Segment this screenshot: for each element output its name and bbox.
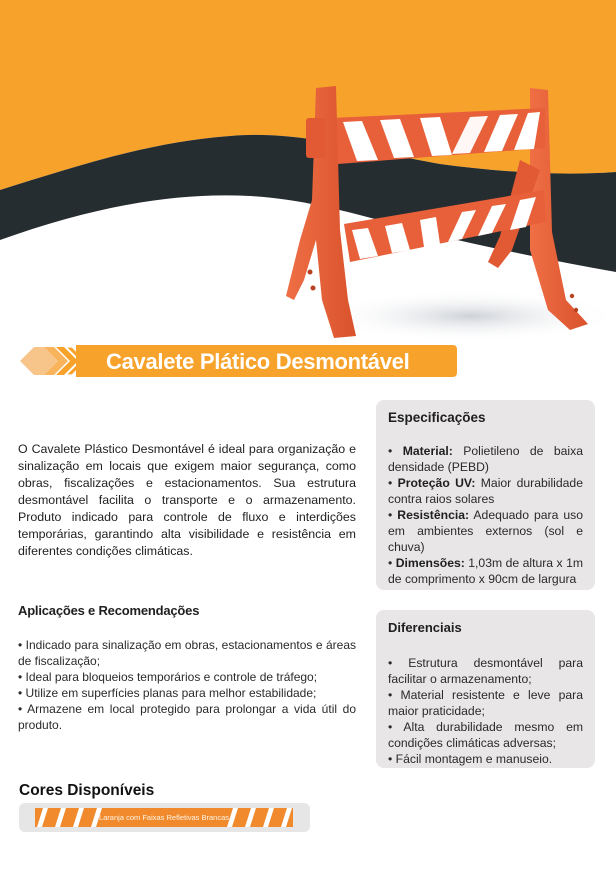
applications-title: Aplicações e Recomendações: [18, 603, 200, 618]
differential-item: • Estrutura desmontável para facilitar o armazenamento;: [388, 656, 583, 686]
color-swatch-orange-white-stripes: [35, 808, 293, 827]
color-option-label: Laranja com Faixas Refletivas Brancas: [98, 813, 230, 822]
application-text: Indicado para sinalização em obras, estacionamentos e áreas de fiscalização;: [18, 638, 356, 668]
differential-text: Estrutura desmontável para facilitar o armazenamento;: [388, 656, 583, 686]
differential-item: • Alta durabilidade mesmo em condições climáticas adversas;: [388, 720, 583, 750]
available-colors-title: Cores Disponíveis: [19, 782, 155, 799]
spec-item: • Material: Polietileno de baixa densidade (PEBD): [388, 444, 583, 474]
differentials-card: [376, 610, 595, 768]
product-description: O Cavalete Plástico Desmontável é ideal para organização e sinalização em locais que exigem maior segurança, como obras, fiscalizações e estacionamentos. Sua estrutura desmontável facilita o transporte e o armazenamento. Produto indicado para controle de fluxo e interdições temporárias, garantindo alta visibilidade e resistência em diferentes condições climáticas.: [18, 442, 356, 558]
application-text: Ideal para bloqueios temporários e controle de tráfego;: [25, 670, 318, 684]
spec-label: Material:: [402, 444, 453, 458]
hero-banner: [0, 0, 616, 340]
spec-label: Proteção UV:: [397, 476, 476, 490]
application-item: • Ideal para bloqueios temporários e controle de tráfego;: [18, 670, 318, 684]
application-item: • Utilize em superfícies planas para melhor estabilidade;: [18, 686, 317, 700]
spec-value: Maior durabilidade contra raios solares: [388, 476, 583, 506]
spec-value: 1,03m de altura x 1m de comprimento x 90cm de largura: [388, 556, 583, 586]
application-item: • Armazene em local protegido para prolongar a vida útil do produto.: [18, 702, 356, 732]
differential-text: Material resistente e leve para maior praticidade;: [388, 688, 583, 718]
specifications-title: Especificações: [388, 410, 486, 425]
color-option-box: [19, 803, 310, 832]
differential-text: Fácil montagem e manuseio.: [395, 752, 553, 766]
application-text: Armazene em local protegido para prolongar a vida útil do produto.: [18, 702, 356, 732]
leg-clamp: [306, 118, 326, 158]
spec-item: • Resistência: Adequado para uso em ambientes externos (sol e chuva): [388, 508, 584, 554]
differential-text: Alta durabilidade mesmo em condições climáticas adversas;: [388, 720, 583, 750]
spec-value: Adequado para uso em ambientes externos (sol e chuva): [388, 508, 584, 554]
differentials-title: Diferenciais: [388, 620, 462, 635]
spec-item: • Proteção UV: Maior durabilidade contra raios solares: [388, 476, 583, 506]
application-item: • Indicado para sinalização em obras, estacionamentos e áreas de fiscalização;: [18, 638, 356, 668]
spec-value: Polietileno de baixa densidade (PEBD): [388, 444, 583, 474]
applications-section: [18, 603, 356, 733]
hero-graphic: [0, 0, 616, 340]
page-title: Cavalete Plático Desmontável: [106, 349, 410, 374]
differential-item: • Fácil montagem e manuseio.: [388, 752, 553, 766]
application-text: Utilize em superfícies planas para melhor estabilidade;: [25, 686, 317, 700]
product-title-bar: [18, 344, 458, 378]
differential-item: • Material resistente e leve para maior praticidade;: [388, 688, 583, 718]
spec-item: • Dimensões: 1,03m de altura x 1m de comprimento x 90cm de largura: [388, 556, 583, 586]
specifications-card: [376, 400, 595, 590]
spec-label: Dimensões:: [395, 556, 465, 570]
spec-label: Resistência:: [397, 508, 470, 522]
